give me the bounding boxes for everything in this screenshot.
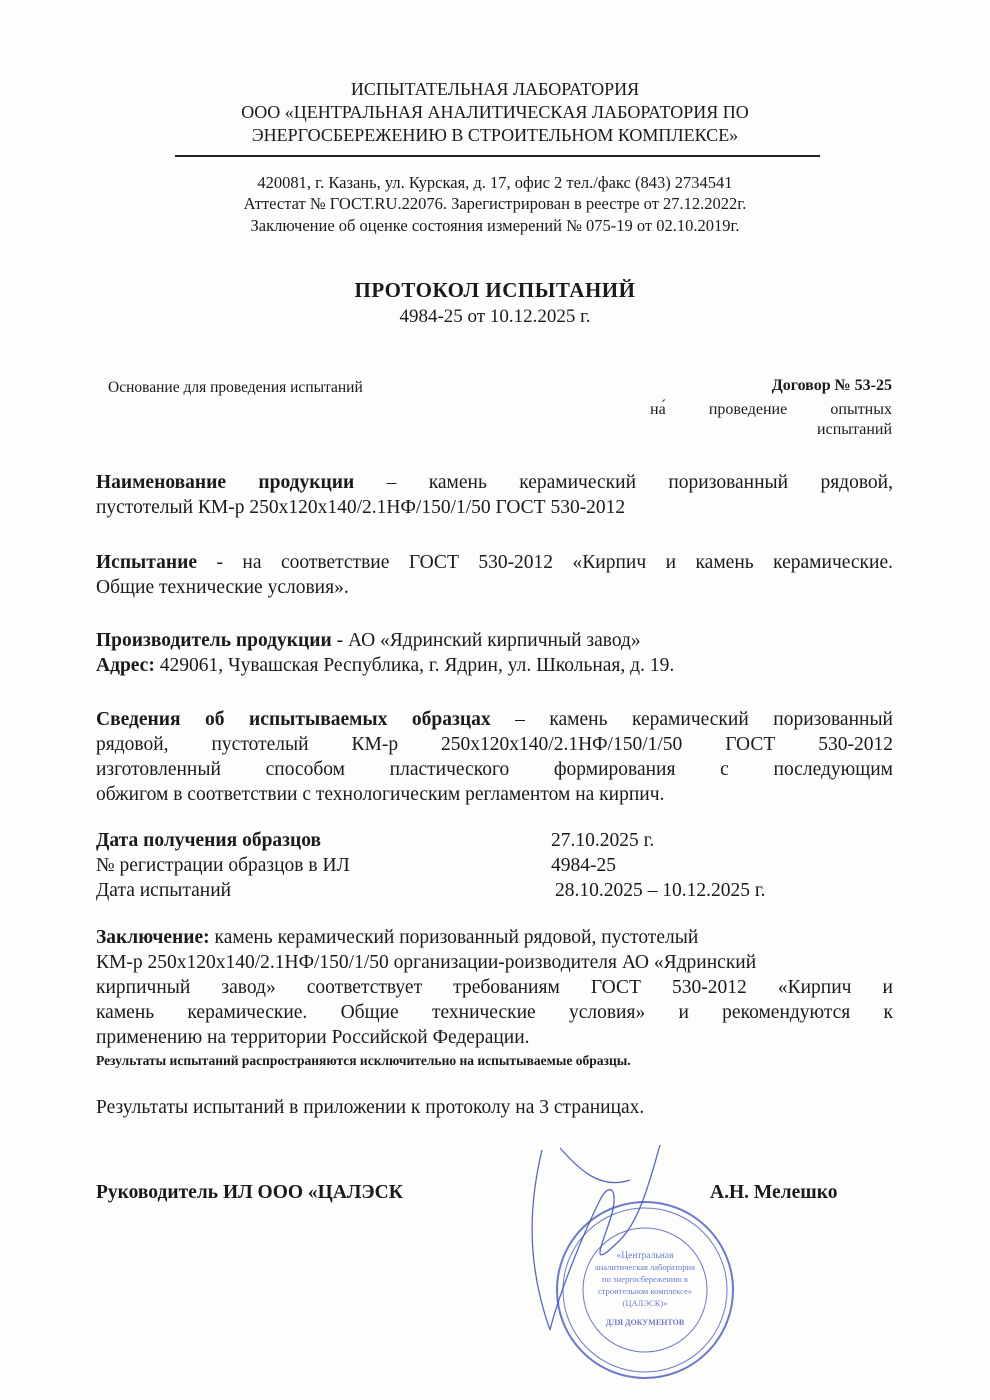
registration-label: № регистрации образцов в ИЛ [96, 855, 350, 876]
conclusion-line1: камень керамический поризованный рядовой, пустотелый [209, 927, 699, 948]
product-line1: – камень керамический поризованный рядовой, [354, 472, 893, 493]
samples-section [96, 707, 893, 807]
test-section [96, 550, 893, 600]
stamp-line5: (ЦАЛЭСК)» [622, 1298, 668, 1308]
stamp-line6: ДЛЯ ДОКУМЕНТОВ [605, 1318, 685, 1327]
manufacturer-label: Производитель продукции [96, 630, 332, 651]
lab-conclusion-ref: Заключение об оценке состояния измерений № 075-19 от 02.10.2019г. [250, 216, 740, 235]
contract-description-2: испытаний [817, 421, 892, 438]
protocol-number: 4984-25 от 10.12.2025 г. [399, 306, 591, 327]
lab-name-line1: ИСПЫТАТЕЛЬНАЯ ЛАБОРАТОРИЯ [350, 79, 640, 99]
samples-label: Сведения об испытываемых образцах [96, 709, 491, 730]
conclusion-line4: камень керамические. Общие технические условия» и рекомендуются к [96, 1002, 893, 1023]
signatory-name: А.Н. Мелешко [710, 1182, 838, 1203]
conclusion-section [96, 925, 893, 1050]
basis-label: Основание для проведения испытаний [108, 379, 363, 396]
conclusion-label: Заключение: [96, 927, 210, 948]
contract-number: Договор № 53-25 [771, 377, 892, 394]
header-divider [175, 155, 820, 157]
round-stamp [530, 1140, 750, 1390]
stamp-line3: по энергосбережению в [602, 1274, 688, 1284]
received-value: 27.10.2025 г. [551, 830, 655, 851]
manufacturer-section [96, 628, 893, 678]
manufacturer-address: 429061, Чувашская Республика, г. Ядрин, ул. Школьная, д. 19. [154, 655, 675, 676]
conclusion-line5: применению на территории Российской Федерации. [96, 1027, 530, 1048]
appendix-note: Результаты испытаний в приложении к протоколу на 3 страницах. [96, 1097, 645, 1118]
lab-attestat: Аттестат № ГОСТ.RU.22076. Зарегистрирован в реестре от 27.12.2022г. [243, 194, 747, 213]
address-label: Адрес: [96, 655, 155, 676]
product-section [96, 470, 893, 520]
product-line2: пустотелый КМ-р 250х120х140/2.1НФ/150/1/50 ГОСТ 530-2012 [96, 497, 626, 518]
registration-value: 4984-25 [551, 855, 616, 876]
samples-line2: рядовой, пустотелый КМ-р 250х120х140/2.1НФ/150/1/50 ГОСТ 530-2012 [96, 734, 893, 755]
lab-name-line2: ООО «ЦЕНТРАЛЬНАЯ АНАЛИТИЧЕСКАЯ ЛАБОРАТОРИЯ ПО [241, 102, 749, 122]
samples-line1: – камень керамический поризованный [490, 709, 893, 730]
conclusion-line2: КМ-р 250х120х140/2.1НФ/150/1/50 организации-роизводителя АО «Ядринский [96, 952, 757, 973]
signature-stroke-2 [560, 1148, 630, 1183]
test-line2: Общие технические условия». [96, 577, 349, 598]
stamp-line2: аналитическая лаборатория [594, 1262, 696, 1272]
product-label: Наименование продукции [96, 472, 355, 493]
samples-line3: изготовленный способом пластического формирования с последующим [96, 759, 893, 780]
received-label: Дата получения образцов [96, 830, 322, 851]
contract-description-1: на́ проведение опытных [650, 401, 892, 418]
samples-line4: обжигом в соответствии с технологическим регламентом на кирпич. [96, 784, 665, 805]
lab-address: 420081, г. Казань, ул. Курская, д. 17, офис 2 тел./факс (843) 2734541 [257, 173, 733, 192]
test-dates-label: Дата испытаний [96, 880, 232, 901]
stamp-line1: «Центральная [616, 1251, 674, 1261]
stamp-line4: строительном комплексе» [598, 1286, 692, 1296]
protocol-title: ПРОТОКОЛ ИСПЫТАНИЙ [354, 278, 636, 302]
signatory-position: Руководитель ИЛ ООО «ЦАЛЭСК [96, 1182, 403, 1203]
conclusion-line3: кирпичный завод» соответствует требованиям ГОСТ 530-2012 «Кирпич и [96, 977, 893, 998]
test-dates-value: 28.10.2025 – 10.12.2025 г. [555, 880, 766, 901]
test-line1: - на соответствие ГОСТ 530-2012 «Кирпич и камень керамические. [196, 552, 893, 573]
lab-name-line3: ЭНЕРГОСБЕРЕЖЕНИЮ В СТРОИТЕЛЬНОМ КОМПЛЕКСЕ» [251, 125, 739, 145]
results-note: Результаты испытаний распространяются исключительно на испытываемые образцы. [96, 1053, 631, 1068]
test-label: Испытание [96, 552, 197, 573]
manufacturer-name: - АО «Ядринский кирпичный завод» [331, 630, 641, 651]
